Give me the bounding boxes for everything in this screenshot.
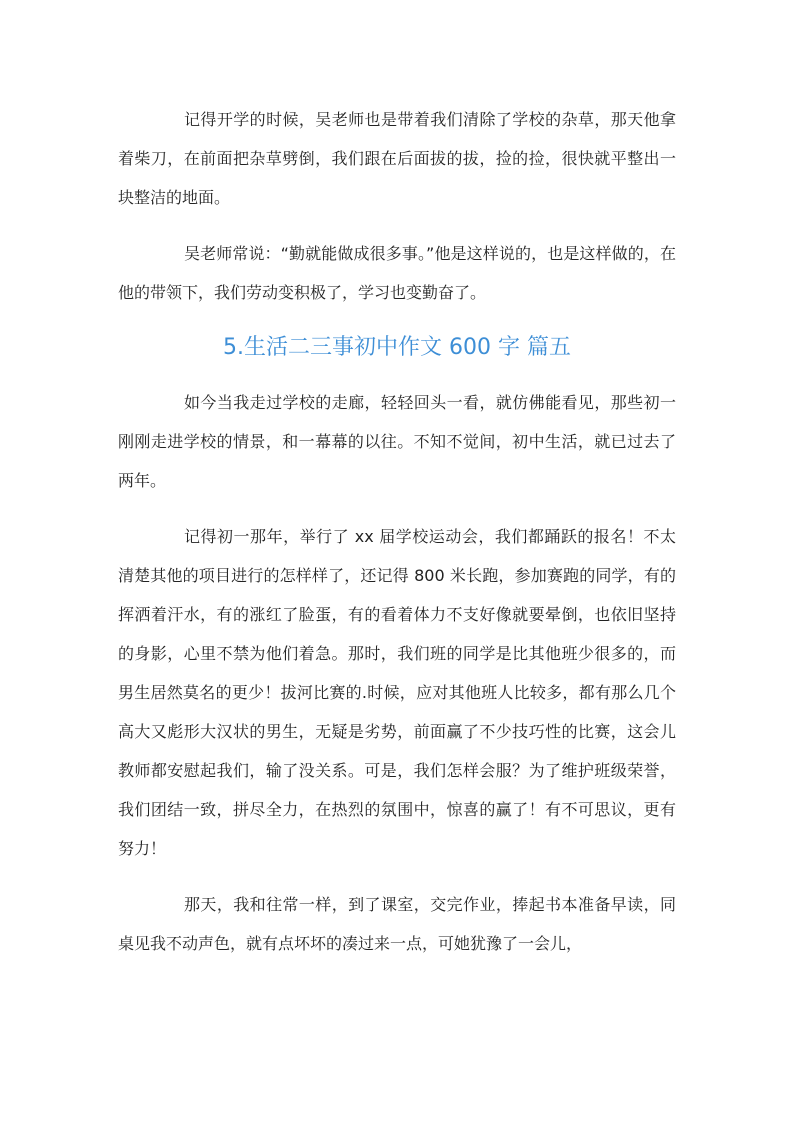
document-page bbox=[118, 100, 676, 963]
paragraph-that-day: 那天，我和往常一样，到了课室，交完作业，捧起书本准备早读，同桌见我不动声色，就有点坏坏的凑过来一点，可她犹豫了一会儿， bbox=[118, 895, 676, 953]
paragraph-sports-meet: 记得初一那年，举行了 xx 届学校运动会，我们都踊跃的报名！不太清楚其他的项目进行的怎样样了，还记得 800 米长跑，参加赛跑的同学，有的挥洒着汗水，有的涨红了脸蛋，有的看着体力不支好像就要晕倒，也依旧坚持的身影，心里不禁为他们着急。那时，我们班的同学是比其他班少很多的，而男生居然莫名的更少！拔河比赛的.时候，应对其他班人比较多，都有那么几个高大又彪形大汉状的男生，无疑是劣势，前面赢了不少技巧性的比赛，这会儿教师都安慰起我们，输了没关系。可是，我们怎样会服？为了维护班级荣誉，我们团结一致，拼尽全力，在热烈的氛围中，惊喜的赢了！有不可思议，更有努力！ bbox=[118, 527, 676, 858]
paragraph-teacher-quote: 吴老师常说：“勤就能做成很多事。”他是这样说的，也是这样做的，在他的带领下，我们劳动变积极了，学习也变勤奋了。 bbox=[118, 244, 676, 302]
paragraph-hallway-memory: 如今当我走过学校的走廊，轻轻回头一看，就仿佛能看见，那些初一刚刚走进学校的情景，和一幕幕的以往。不知不觉间，初中生活，就已过去了两年。 bbox=[118, 393, 676, 490]
section-heading: 5.生活二三事初中作文 600 字 篇五 bbox=[223, 335, 571, 360]
paragraph-cleanup-memory: 记得开学的时候，吴老师也是带着我们清除了学校的杂草，那天他拿着柴刀，在前面把杂草劈倒，我们跟在后面拔的拔，捡的捡，很快就平整出一块整洁的地面。 bbox=[118, 110, 676, 207]
